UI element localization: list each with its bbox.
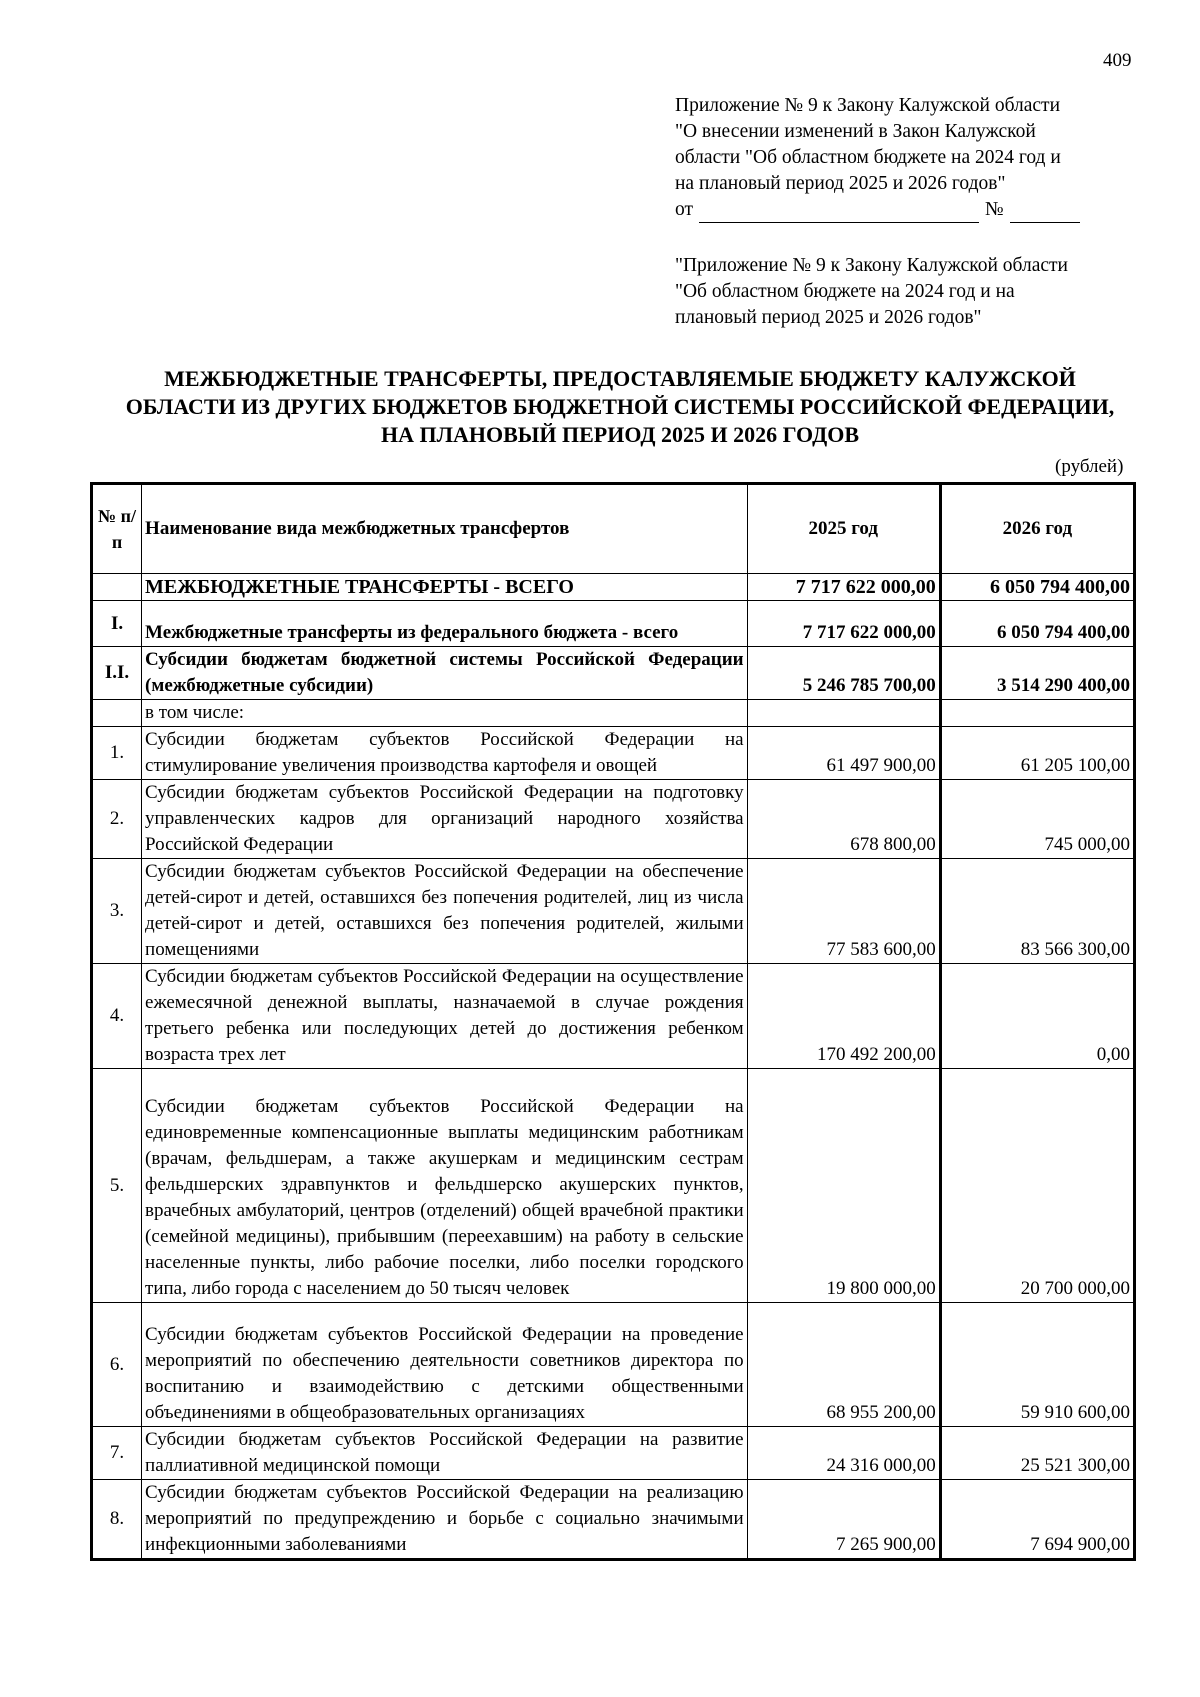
row-value-2026: 25 521 300,00 [940, 1427, 1134, 1480]
row-number: 6. [92, 1303, 142, 1427]
table-row [92, 780, 1135, 859]
row-name: Межбюджетные трансферты из федерального бюджета - всего [142, 601, 748, 647]
row-name: Субсидии бюджетам субъектов Российской Федерации на осуществление ежемесячной денежной выплаты, назначаемой в случае рождения третьего ребенка или последующих детей до достижения ребенком возраста трех лет [142, 964, 748, 1069]
title-line: ОБЛАСТИ ИЗ ДРУГИХ БЮДЖЕТОВ БЮДЖЕТНОЙ СИСТЕМЫ РОССИЙСКОЙ ФЕДЕРАЦИИ, [125, 394, 1115, 419]
row-number: 2. [92, 780, 142, 859]
row-value-2025: 61 497 900,00 [747, 727, 940, 780]
row-name: Субсидии бюджетам субъектов Российской Федерации на стимулирование увеличения производства картофеля и овощей [142, 727, 748, 780]
row-value-2026: 6 050 794 400,00 [940, 574, 1134, 601]
number-blank-field [1010, 202, 1080, 223]
units-label: (рублей) [1055, 456, 1124, 477]
table-row [92, 647, 1135, 700]
row-number: 3. [92, 859, 142, 964]
table-row [92, 601, 1135, 647]
table-row [92, 859, 1135, 964]
row-name: Субсидии бюджетам субъектов Российской Федерации на единовременные компенсационные выплаты медицинским работникам (врачам, фельдшерам, а также акушеркам и медицинским сестрам фельдшерских здравпунктов и фельдшерско акушерских пунктов, врачебных амбулаторий, центров (отделений) общей врачебной практики (семейной медицины), прибывшим (переехавшим) на работу в сельские населенные пункты, либо рабочие поселки, либо поселки городского типа, либо города с населением до 50 тысяч человек [142, 1069, 748, 1303]
row-name: в том числе: [142, 700, 748, 727]
row-value-2025 [747, 700, 940, 727]
row-name: Субсидии бюджетам субъектов Российской Федерации на обеспечение детей-сирот и детей, оставшихся без попечения родителей, лиц из числа детей-сирот и детей, оставшихся без попечения родителей, жилыми помещениями [142, 859, 748, 964]
header-2026: 2026 год [940, 484, 1134, 574]
row-value-2025: 7 717 622 000,00 [747, 601, 940, 647]
appendix-old-reference [675, 253, 1095, 331]
page-number: 409 [1103, 50, 1132, 71]
title-line: НА ПЛАНОВЫЙ ПЕРИОД 2025 И 2026 ГОДОВ [381, 422, 859, 447]
row-value-2026: 20 700 000,00 [940, 1069, 1134, 1303]
row-value-2026: 61 205 100,00 [940, 727, 1134, 780]
row-value-2025: 24 316 000,00 [747, 1427, 940, 1480]
row-value-2025: 170 492 200,00 [747, 964, 940, 1069]
table-row [92, 700, 1135, 727]
row-value-2026: 745 000,00 [940, 780, 1134, 859]
row-number: 1. [92, 727, 142, 780]
row-number [92, 574, 142, 601]
row-name: Субсидии бюджетам бюджетной системы Российской Федерации (межбюджетные субсидии) [142, 647, 748, 700]
row-value-2025: 77 583 600,00 [747, 859, 940, 964]
row-name: Субсидии бюджетам субъектов Российской Федерации на реализацию мероприятий по предупреждению и борьбе с социально значимыми инфекционными заболеваниями [142, 1480, 748, 1560]
row-value-2026 [940, 700, 1134, 727]
table-body [92, 574, 1135, 1560]
header-2025: 2025 год [747, 484, 940, 574]
row-value-2026: 3 514 290 400,00 [940, 647, 1134, 700]
row-number: 4. [92, 964, 142, 1069]
appendix-line: плановый период 2025 и 2026 годов" [675, 307, 982, 328]
row-value-2025: 5 246 785 700,00 [747, 647, 940, 700]
row-value-2026: 7 694 900,00 [940, 1480, 1134, 1560]
table-header-row [92, 484, 1135, 574]
row-value-2026: 0,00 [940, 964, 1134, 1069]
header-num: № п/п [92, 484, 142, 574]
row-number: I. [92, 601, 142, 647]
date-blank-field [699, 202, 979, 223]
row-name: Субсидии бюджетам субъектов Российской Федерации на подготовку управленческих кадров для организаций народного хозяйства Российской Федерации [142, 780, 748, 859]
appendix-line: Приложение № 9 к Закону Калужской области [675, 95, 1061, 116]
row-name: МЕЖБЮДЖЕТНЫЕ ТРАНСФЕРТЫ - ВСЕГО [142, 574, 748, 601]
title-line: МЕЖБЮДЖЕТНЫЕ ТРАНСФЕРТЫ, ПРЕДОСТАВЛЯЕМЫЕ БЮДЖЕТУ КАЛУЖСКОЙ [164, 366, 1076, 391]
table-row [92, 1069, 1135, 1303]
appendix-date-number-line [675, 197, 1095, 223]
row-name: Субсидии бюджетам субъектов Российской Федерации на развитие паллиативной медицинской помощи [142, 1427, 748, 1480]
row-number: 5. [92, 1069, 142, 1303]
appendix-line: "Приложение № 9 к Закону Калужской области [675, 255, 1068, 276]
table-row [92, 727, 1135, 780]
row-name: Субсидии бюджетам субъектов Российской Федерации на проведение мероприятий по обеспечению деятельности советников директора по воспитанию и взаимодействию с детскими общественными объединениями в общеобразовательных организациях [142, 1303, 748, 1427]
transfers-table [90, 482, 1136, 1561]
table-row [92, 964, 1135, 1069]
document-title [60, 365, 1180, 449]
table-row [92, 1480, 1135, 1560]
row-number [92, 700, 142, 727]
appendix-line: "Об областном бюджете на 2024 год и на [675, 281, 1015, 302]
row-value-2025: 678 800,00 [747, 780, 940, 859]
from-label: от [675, 199, 694, 220]
row-value-2025: 7 717 622 000,00 [747, 574, 940, 601]
row-number: 7. [92, 1427, 142, 1480]
number-label: № [985, 199, 1004, 220]
table-row [92, 1303, 1135, 1427]
appendix-new-reference [675, 93, 1095, 223]
row-value-2026: 6 050 794 400,00 [940, 601, 1134, 647]
table-row [92, 574, 1135, 601]
appendix-line: "О внесении изменений в Закон Калужской [675, 121, 1036, 142]
row-value-2026: 59 910 600,00 [940, 1303, 1134, 1427]
table-row [92, 1427, 1135, 1480]
row-number: I.I. [92, 647, 142, 700]
header-name: Наименование вида межбюджетных трансфертов [142, 484, 748, 574]
row-value-2026: 83 566 300,00 [940, 859, 1134, 964]
row-value-2025: 68 955 200,00 [747, 1303, 940, 1427]
appendix-line: на плановый период 2025 и 2026 годов" [675, 173, 1006, 194]
row-value-2025: 19 800 000,00 [747, 1069, 940, 1303]
row-number: 8. [92, 1480, 142, 1560]
row-value-2025: 7 265 900,00 [747, 1480, 940, 1560]
appendix-line: области "Об областном бюджете на 2024 год и [675, 147, 1061, 168]
